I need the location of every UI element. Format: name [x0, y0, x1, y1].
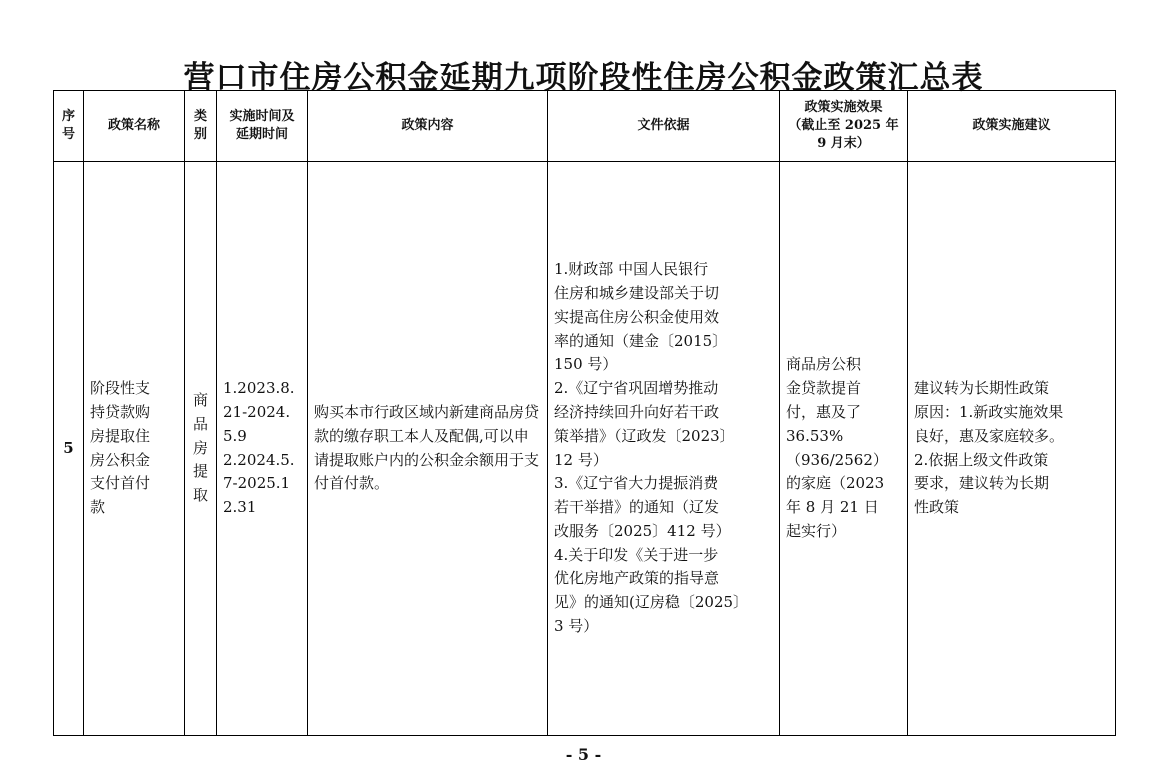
header-suggestion: 政策实施建议 [908, 91, 1116, 162]
header-period: 实施时间及 延期时间 [217, 91, 308, 162]
cell-suggestion [908, 162, 1116, 736]
cell-basis [548, 162, 780, 736]
cell-policy-name [84, 162, 185, 736]
suggestion-text: 建议转为长期性政策 原因：1.新政实施效果 良好，惠及家庭较多。 2.依据上级文件政策 要求，建议转为长期 性政策 [914, 379, 1065, 517]
period-text: 1.2023.8. 21-2024. 5.9 2.2024.5. 7-2025.1 2.31 [223, 379, 295, 517]
policy-table [53, 90, 1116, 736]
header-content: 政策内容 [308, 91, 548, 162]
cell-effect [780, 162, 908, 736]
table-row [54, 162, 1116, 736]
header-category: 类 别 [185, 91, 217, 162]
cell-category [185, 162, 217, 736]
header-basis: 文件依据 [548, 91, 780, 162]
cell-seq: 5 [54, 162, 84, 736]
header-seq: 序 号 [54, 91, 84, 162]
cell-period [217, 162, 308, 736]
header-policy-name: 政策名称 [84, 91, 185, 162]
policy-name-text: 阶段性支 持贷款购 房提取住 房公积金 支付首付 款 [90, 379, 151, 517]
page-number: - 5 - [565, 745, 602, 764]
basis-text: 1.财政部 中国人民银行 住房和城乡建设部关于切 实提高住房公积金使用效 率的通知（建金〔2015〕 150 号） 2.《辽宁省巩固增势推动 经济持续回升向好若干政 策举措》（辽政发〔2023〕 12 号） 3.《辽宁省大力提振消费 若干举措》的通知（辽发 改服务〔2025〕412 号） 4.关于印发《关于进一步 优化房地产政策的指导意 见》的通知(辽房稳〔2025〕 3 号） [554, 260, 749, 636]
header-effect: 政策实施效果 （截止至 2025 年 9 月末） [780, 91, 908, 162]
category-text: 商 品 房 提 取 [192, 391, 208, 505]
content-text: 购买本市行政区域内新建商品房贷款的缴存职工本人及配偶,可以申请提取账户内的公积金余额用于支付首付款。 [314, 402, 540, 493]
table-header-row [54, 91, 1116, 162]
page-title: 营口市住房公积金延期九项阶段性住房公积金政策汇总表 [183, 60, 984, 96]
cell-content [308, 162, 548, 736]
effect-text: 商品房公积 金贷款提首 付，惠及了 36.53% （936/2562） 的家庭（2023 年 8 月 21 日 起实行） [786, 355, 888, 540]
